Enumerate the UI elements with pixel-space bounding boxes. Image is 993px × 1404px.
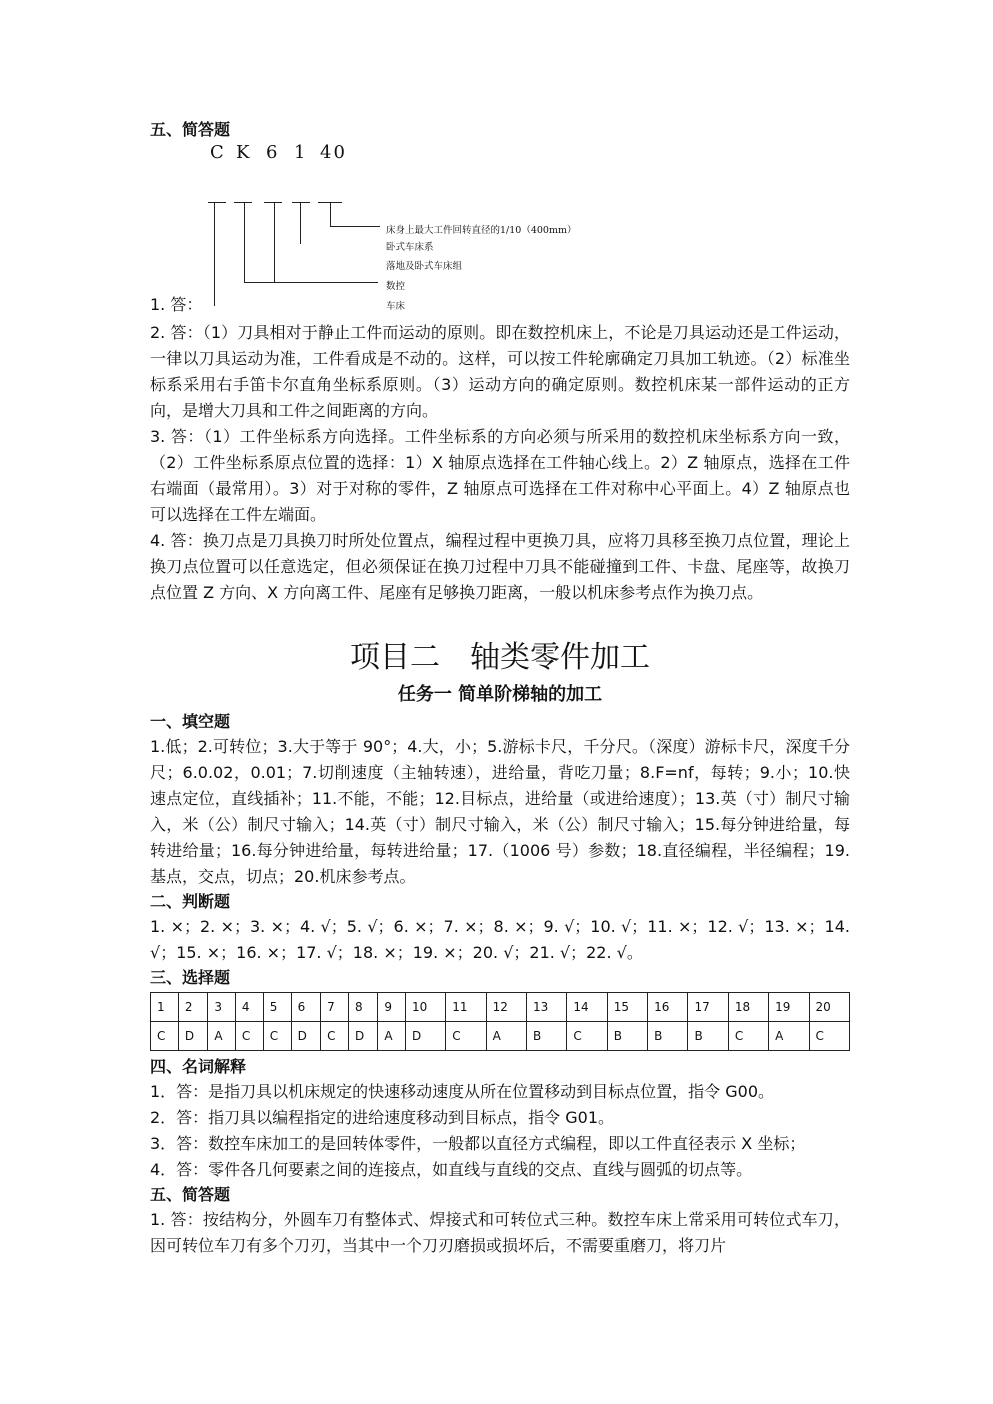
section-title: 五、简答题 bbox=[150, 120, 231, 139]
leader-line bbox=[244, 282, 378, 283]
term-answer: 1．答：是指刀具以机床规定的快速移动速度从所在位置移动到目标点位置，指令 G00。 bbox=[150, 1082, 775, 1101]
tick-line bbox=[234, 202, 252, 203]
leader-line bbox=[300, 202, 301, 244]
choice-answer: C bbox=[728, 1022, 768, 1051]
choice-title: 三、选择题 bbox=[150, 968, 231, 987]
choice-number: 11 bbox=[446, 993, 486, 1022]
choice-number: 15 bbox=[607, 993, 647, 1022]
leader-line bbox=[214, 202, 215, 306]
model-label: 落地及卧式车床组 bbox=[386, 261, 463, 272]
choice-number-row bbox=[151, 993, 850, 1022]
fill-blank-title: 一、填空题 bbox=[150, 712, 231, 731]
model-label: 车床 bbox=[386, 301, 406, 312]
choice-answer-table bbox=[150, 992, 850, 1051]
choice-number: 16 bbox=[648, 993, 688, 1022]
choice-number: 20 bbox=[809, 993, 849, 1022]
model-label: 床身上最大工件回转直径的1/10（400mm） bbox=[386, 225, 577, 236]
choice-answer: D bbox=[291, 1022, 320, 1051]
leader-line bbox=[330, 226, 380, 227]
choice-number: 1 bbox=[151, 993, 179, 1022]
code-digit-1: 1 bbox=[294, 142, 308, 163]
term-answer: 4．答：零件各几何要素之间的连接点，如直线与直线的交点、直线与圆弧的切点等。 bbox=[150, 1160, 753, 1179]
choice-number: 2 bbox=[178, 993, 207, 1022]
choice-number: 6 bbox=[291, 993, 320, 1022]
choice-number: 10 bbox=[405, 993, 445, 1022]
project-title: 项目二 轴类零件加工 bbox=[350, 640, 650, 675]
choice-number: 13 bbox=[527, 993, 567, 1022]
choice-number: 5 bbox=[263, 993, 291, 1022]
choice-number: 4 bbox=[235, 993, 263, 1022]
choice-answer: A bbox=[208, 1022, 236, 1051]
choice-answer: C bbox=[263, 1022, 291, 1051]
page-content bbox=[150, 118, 850, 1259]
choice-answer: C bbox=[151, 1022, 179, 1051]
choice-answer: A bbox=[486, 1022, 526, 1051]
answer-2: 2. 答：（1）刀具相对于静止工件而运动的原则。即在数控机床上，不论是刀具运动还是工件运动，一律以刀具运动为准，工件看成是不动的。这样，可以按工件轮廓确定刀具加工轨迹。（2）标准坐标系采用右手笛卡尔直角坐标系原则。（3）运动方向的确定原则。数控机床某一部件运动的正方向，是增大刀具和工件之间距离的方向。 bbox=[150, 323, 850, 420]
terms-title: 四、名词解释 bbox=[150, 1057, 247, 1076]
choice-number: 8 bbox=[348, 993, 377, 1022]
code-letter-c: C bbox=[210, 142, 226, 163]
choice-number: 19 bbox=[769, 993, 809, 1022]
short-answer-1: 1. 答：按结构分，外圆车刀有整体式、焊接式和可转位式三种。数控车床上常采用可转位式车刀，因可转位车刀有多个刀刃，当其中一个刀刃磨损或损坏后，不需要重磨刀，将刀片 bbox=[150, 1210, 850, 1255]
choice-answer: A bbox=[378, 1022, 406, 1051]
leader-line bbox=[330, 202, 331, 226]
choice-answer: C bbox=[567, 1022, 607, 1051]
choice-answer-row bbox=[151, 1022, 850, 1051]
term-answer: 3．答：数控车床加工的是回转体零件，一般都以直径方式编程，即以工件直径表示 X 坐标； bbox=[150, 1134, 806, 1153]
choice-answer: D bbox=[348, 1022, 377, 1051]
code-letter-k: K bbox=[236, 142, 252, 163]
answer-3: 3. 答：（1）工件坐标系方向选择。工件坐标系的方向必须与所采用的数控机床坐标系方向一致，（2）工件坐标系原点位置的选择：1）X 轴原点选择在工件轴心线上。2）Z 轴原点，选择在工件右端面（最常用）。3）对于对称的零件，Z 轴原点可选择在工件对称中心平面上。4）Z 轴原点也可以选择在工件左端面。 bbox=[150, 427, 850, 524]
choice-answer: B bbox=[607, 1022, 647, 1051]
choice-answer: A bbox=[769, 1022, 809, 1051]
term-answer: 2．答：指刀具以编程指定的进给速度移动到目标点，指令 G01。 bbox=[150, 1108, 615, 1127]
leader-line bbox=[244, 202, 245, 282]
model-label: 卧式车床系 bbox=[386, 242, 434, 253]
fill-blank-answers: 1.低；2.可转位；3.大于等于 90°；4.大，小；5.游标卡尺，千分尺。（深度）游标卡尺，深度千分尺；6.0.02，0.01；7.切削速度（主轴转速），进给量，背吃刀量；8.F=nf，每转；9.小；10.快速点定位，直线插补；11.不能，不能；12.目标点，进给量（或进给速度）；13.英（寸）制尺寸输入，米（公）制尺寸输入；14.英（寸）制尺寸输入，米（公）制尺寸输入；15.每分钟进给量，每转进给量；16.每分钟进给量，每转进给量；17.（1006 号）参数；18.直径编程，半径编程；19.基点，交点，切点；20.机床参考点。 bbox=[150, 737, 850, 886]
choice-number: 14 bbox=[567, 993, 607, 1022]
choice-answer: C bbox=[809, 1022, 849, 1051]
choice-answer: C bbox=[235, 1022, 263, 1051]
choice-number: 12 bbox=[486, 993, 526, 1022]
tick-line bbox=[292, 202, 310, 203]
choice-answer: C bbox=[446, 1022, 486, 1051]
model-code-diagram bbox=[150, 142, 850, 320]
choice-answer: C bbox=[321, 1022, 349, 1051]
choice-answer: B bbox=[527, 1022, 567, 1051]
short-answer-title: 五、简答题 bbox=[150, 1185, 231, 1204]
choice-number: 7 bbox=[321, 993, 349, 1022]
choice-number: 18 bbox=[728, 993, 768, 1022]
code-digit-6: 6 bbox=[266, 142, 280, 163]
choice-number: 9 bbox=[378, 993, 406, 1022]
answer-4: 4. 答：换刀点是刀具换刀时所处位置点，编程过程中更换刀具，应将刀具移至换刀点位置，理论上换刀点位置可以任意选定，但必须保证在换刀过程中刀具不能碰撞到工件、卡盘、尾座等，故换刀点位置 Z 方向、X 方向离工件、尾座有足够换刀距离，一般以机床参考点作为换刀点。 bbox=[150, 531, 850, 602]
leader-line bbox=[274, 202, 275, 282]
tick-line bbox=[208, 202, 226, 203]
judge-title: 二、判断题 bbox=[150, 892, 231, 911]
model-label: 数控 bbox=[386, 281, 406, 292]
tick-line bbox=[264, 202, 282, 203]
choice-answer: B bbox=[648, 1022, 688, 1051]
choice-answer: D bbox=[405, 1022, 445, 1051]
choice-answer: B bbox=[688, 1022, 728, 1051]
task-title: 任务一 简单阶梯轴的加工 bbox=[397, 684, 603, 705]
choice-answer: D bbox=[178, 1022, 207, 1051]
choice-number: 3 bbox=[208, 993, 236, 1022]
code-digit-40: 40 bbox=[320, 142, 347, 163]
choice-number: 17 bbox=[688, 993, 728, 1022]
judge-answers: 1. ×；2. ×；3. ×；4. √；5. √；6. ×；7. ×；8. ×；9. √；10. √；11. ×；12. √；13. ×；14. √；15. ×；16. ×；17. √；18. ×；19. ×；20. √；21. √；22. √。 bbox=[150, 917, 850, 962]
answer-1-label: 1. 答： bbox=[150, 295, 203, 314]
